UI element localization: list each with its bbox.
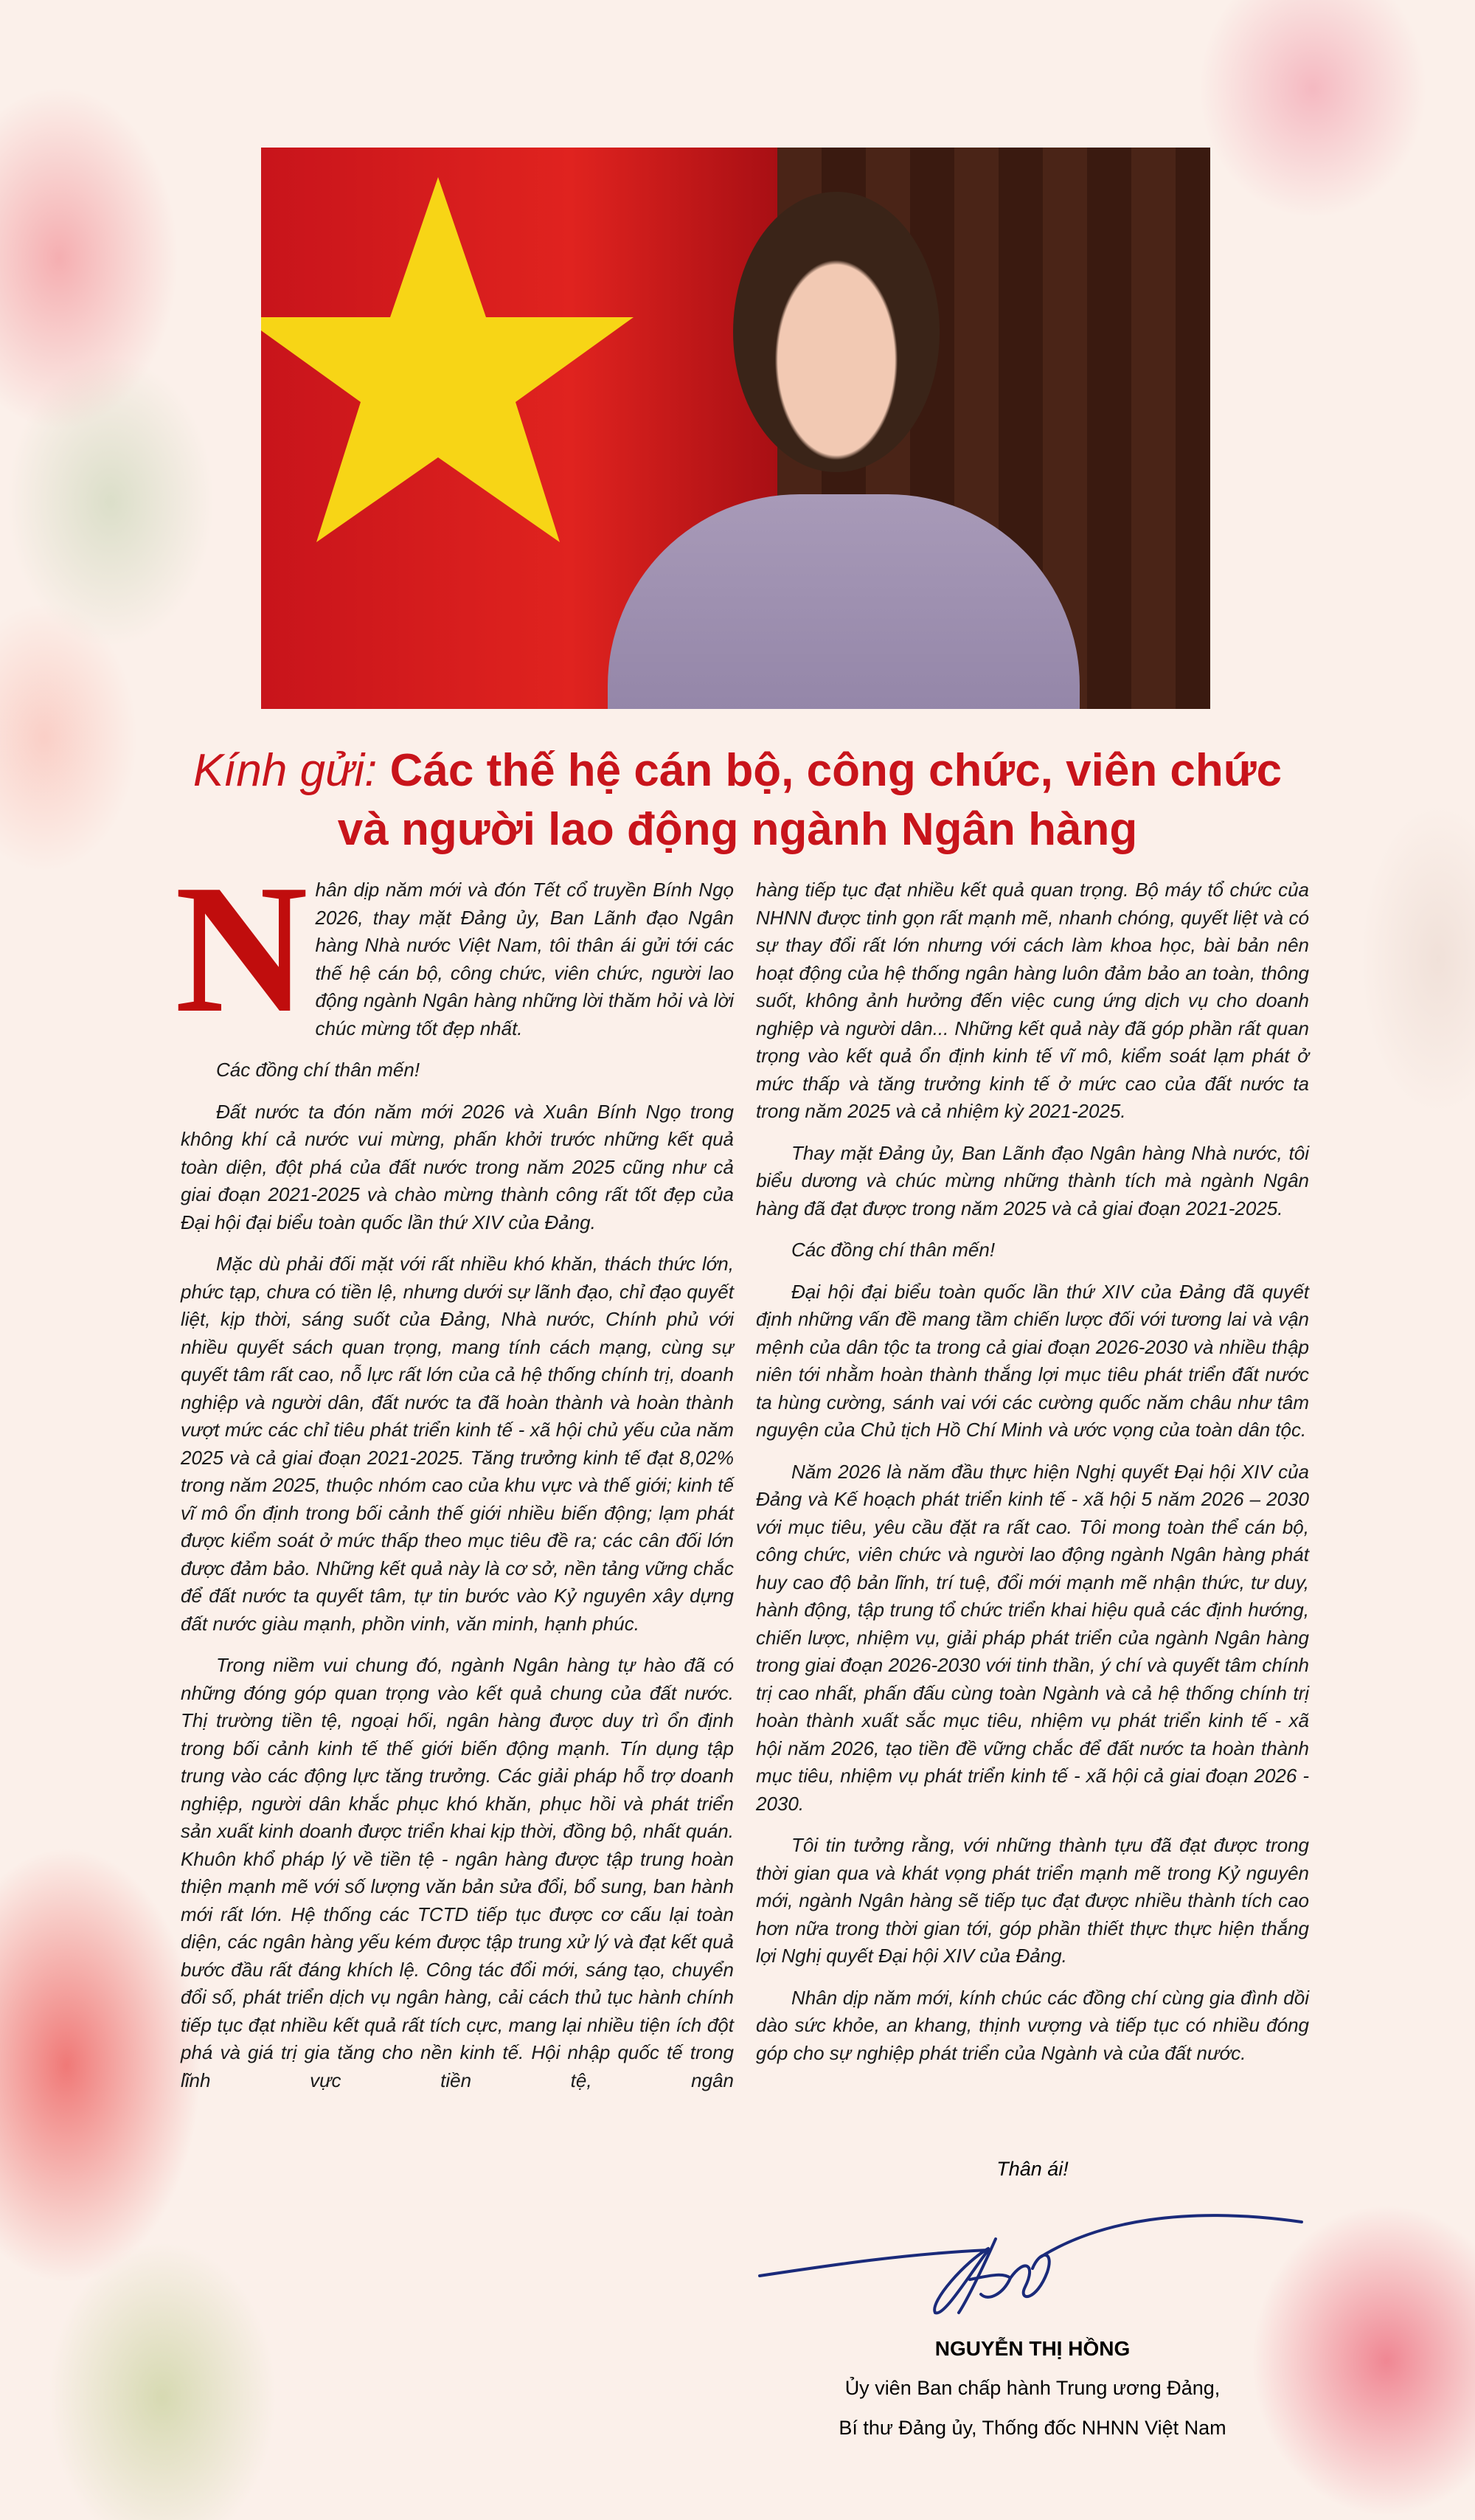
paragraph [175,847,734,1051]
paragraph: Thay mặt Đảng ủy, Ban Lãnh đạo Ngân hàng Nhà nước, tôi biểu dương và chúc mừng những thành tích mà ngành Ngân hàng đã đạt được trong năm 2025 và cả giai đoạn 2021-2025. [756,1141,1309,1219]
paragraph: Đại hội đại biểu toàn quốc lần thứ XIV của Đảng đã quyết định những vấn đề mang tầm chiến lược đối với tương lai và vận mệnh của dân tộc ta trong cả giai đoạn 2026-2030 và nhiều thập niên tới nhằm hoàn thành thắng lợi mục tiêu phát triển đất nước ta hùng cường, sánh vai với các cường quốc năm châu như tâm nguyện của Chủ tịch Hồ Chí Minh và ước vọng của toàn dân tộc. [756,1280,1309,1441]
portrait-photo [261,148,1210,709]
handwritten-signature [745,2191,1335,2339]
paragraph: Tôi tin tưởng rằng, với những thành tựu đã đạt được trong thời gian qua và khát vọng phát triển mạnh mẽ trong Kỷ nguyên mới, ngành Ngân hàng sẽ tiếp tục đạt được nhiều thành tích cao hơn nữa trong thời gian tới, góp phần thiết thực thực hiện thắng lợi Nghị quyết Đại hội XIV của Đảng. [756,1834,1309,1967]
signer-name: NGUYỄN THỊ HỒNG [934,2337,1131,2360]
signer-title-2: Bí thư Đảng ủy, Thống đốc NHNN Việt Nam [839,2417,1226,2439]
title-lead: Kính gửi: [192,745,378,796]
paragraph: hàng tiếp tục đạt nhiều kết quả quan trọng. Bộ máy tổ chức của NHNN được tinh gọn rất mạnh mẽ, nhanh chóng, quyết liệt và có sự thay đổi rất lớn nhưng với cách làm khoa học, bài bản nên hoạt động của hệ thống ngân hàng luôn đảm bảo an toàn, thông suốt, không ảnh hưởng đến việc cung ứng dịch vụ cho doanh nghiệp và người dân... Những kết quả này đã góp phần rất quan trọng vào kết quả ổn định kinh tế vĩ mô, kiểm soát lạm phát ở mức thấp và tăng trưởng kinh tế ở mức cao của đất nước ta trong năm 2025 và cả nhiệm kỳ 2021-2025. [756,879,1309,1122]
paragraph: Năm 2026 là năm đầu thực hiện Nghị quyết Đại hội XIV của Đảng và Kế hoạch phát triển kinh tế - xã hội 5 năm 2026 – 2030 với mục tiêu, yêu cầu đặt ra rất cao. Tôi mong toàn thể cán bộ, công chức, viên chức và người lao động ngành Ngân hàng phát huy cao độ bản lĩnh, trí tuệ, đổi mới mạnh mẽ nhận thức, tư duy, hành động, tập trung tổ chức triển khai hiệu quả các định hướng, chiến lược, nhiệm vụ, giải pháp phát triển của ngành Ngân hàng trong giai đoạn 2026-2030 với tinh thần, ý chí và quyết tâm chính trị cao nhất, phấn đấu cùng toàn Ngành và cả hệ thống chính trị hoàn thành xuất sắc mục tiêu, nhiệm vụ phát triển kinh tế - xã hội năm 2026, tạo tiền đề vững chắc để đất nước ta hoàn thành mục tiêu, nhiệm vụ phát triển kinh tế - xã hội cả giai đoạn 2026 - 2030. [756,1460,1309,1815]
greeting: Các đồng chí thân mến! [791,1239,996,1261]
paragraph: Nhân dịp năm mới, kính chúc các đồng chí cùng gia đình dồi dào sức khỏe, an khang, thịnh vượng và tiếp tục có nhiều đóng góp cho sự nghiệp phát triển của Ngành và của đất nước. [756,1986,1309,2064]
left-column [175,847,734,2108]
title-line-1: Các thế hệ cán bộ, công chức, viên chức [389,745,1283,796]
paragraph: Mặc dù phải đối mặt với rất nhiều khó khăn, thách thức lớn, phức tạp, chưa có tiền lệ, nhưng dưới sự lãnh đạo, chỉ đạo quyết liệt, kịp thời, sáng suốt của Đảng, Nhà nước, Chính phủ với nhiều quyết sách quan trọng, mang tính cách mạng, cùng sự quyết tâm rất cao, nỗ lực rất lớn của cả hệ thống chính trị, doanh nghiệp và người dân, đất nước ta đã hoàn thành và hoàn thành vượt mức các chỉ tiêu phát triển kinh tế - xã hội chủ yếu của năm 2025 và cả giai đoạn 2021-2025. Tăng trưởng kinh tế đạt 8,02% trong năm 2025, thuộc nhóm cao của khu vực và thế giới; kinh tế vĩ mô ổn định trong bối cảnh thế giới nhiều biến động; lạm phát được kiểm soát ở mức thấp theo mục tiêu đề ra; các cân đối lớn được đảm bảo. Những kết quả này là cơ sở, nền tảng vững chắc để đất nước ta quyết tâm, tự tin bước vào Kỷ nguyên xây dựng đất nước giàu mạnh, phồn vinh, văn minh, hạnh phúc. [181,1253,734,1635]
signer-title-1: Ủy viên Ban chấp hành Trung ương Đảng, [844,2377,1221,2399]
person-head [733,192,940,472]
paragraph: Đất nước ta đón năm mới 2026 và Xuân Bính Ngọ trong không khí cả nước vui mừng, phấn khởi trước những kết quả toàn diện, đột phá của đất nước trong năm 2025 cũng như cả giai đoạn 2021-2025 và chào mừng thành công rất tốt đẹp của Đại hội đại biểu toàn quốc lần thứ XIV của Đảng. [181,1100,734,1233]
letter-title [0,741,1475,859]
right-column [756,876,1309,2081]
paragraph-text: hân dịp năm mới và đón Tết cổ truyền Bính Ngọ 2026, thay mặt Đảng ủy, Ban Lãnh đạo Ngân hàng Nhà nước Việt Nam, tôi thân ái gửi tới các thế hệ cán bộ, công chức, viên chức, người lao động ngành Ngân hàng những lời thăm hỏi và lời chúc mừng tốt đẹp nhất. [315,879,734,1039]
drop-cap: N [175,847,308,1051]
title-line-2: và người lao động ngành Ngân hàng [337,804,1138,855]
greeting: Các đồng chí thân mến! [216,1059,420,1081]
closing: Thân ái! [996,2158,1069,2180]
paragraph: Trong niềm vui chung đó, ngành Ngân hàng tự hào đã có những đóng góp quan trọng vào kết quả chung của đất nước. Thị trường tiền tệ, ngoại hối, ngân hàng được duy trì ổn định trong bối cảnh kinh tế thế giới biến động mạnh. Tín dụng tập trung vào các động lực tăng trưởng. Các giải pháp hỗ trợ doanh nghiệp, người dân khắc phục khó khăn, phục hồi và phát triển sản xuất kinh doanh được triển khai kịp thời, đồng bộ, nhất quán. Khuôn khổ pháp lý về tiền tệ - ngân hàng được tập trung hoàn thiện mạnh mẽ với số lượng văn bản sửa đổi, bổ sung, ban hành mới rất lớn. Hệ thống các TCTD tiếp tục được cơ cấu lại toàn diện, các ngân hàng yếu kém được tập trung xử lý và đạt kết quả bước đầu rất đáng khích lệ. Công tác đổi mới, sáng tạo, chuyển đổi số, phát triển dịch vụ ngân hàng, cải cách thủ tục hành chính tiếp tục đạt nhiều kết quả rất tích cực, mang lại nhiều tiện ích đột phá và giá trị gia tăng cho nền kinh tế. Hội nhập quốc tế trong lĩnh vực tiền tệ, ngân [181,1654,734,2091]
